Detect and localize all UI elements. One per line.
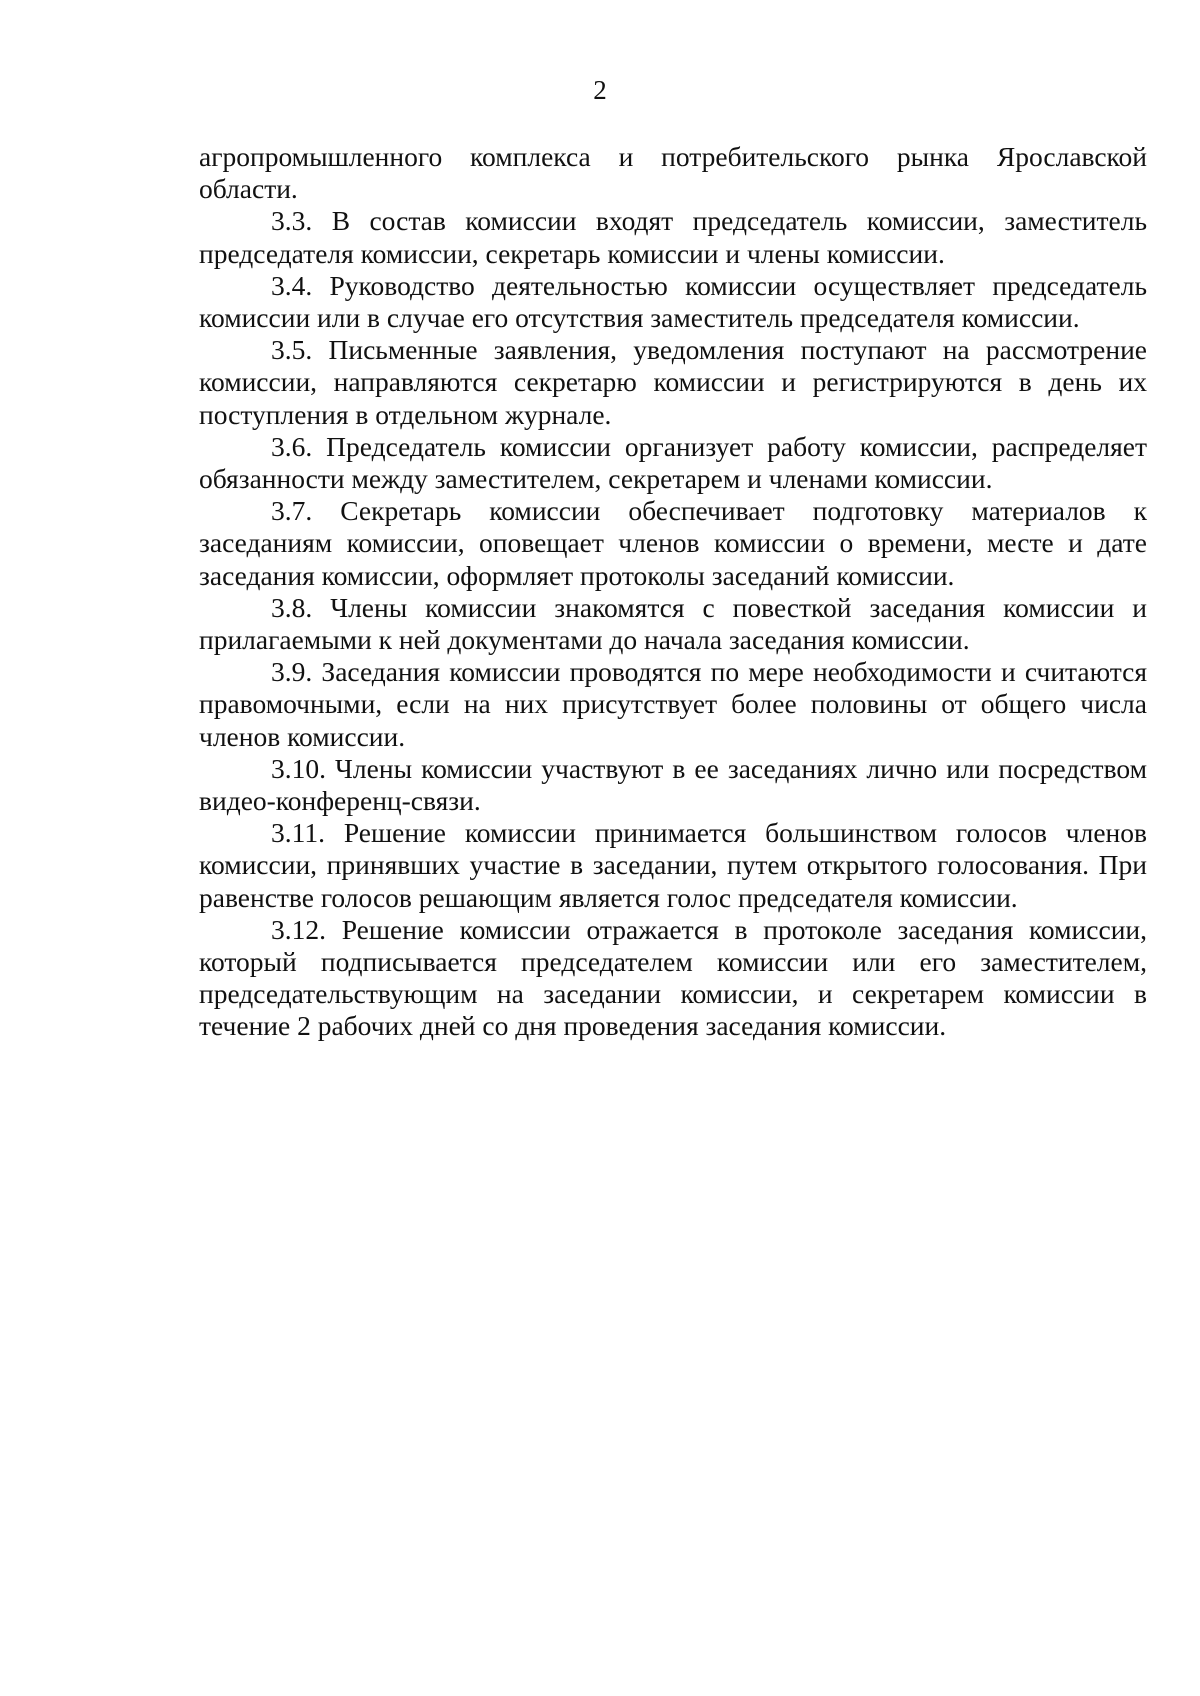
paragraph-3-4: 3.4. Руководство деятельностью комиссии осуществляет председатель комиссии или в случае его отсутствия заместитель председателя комиссии.	[199, 269, 1147, 334]
paragraph-3-9: 3.9. Заседания комиссии проводятся по мере необходимости и считаются правомочными, если на них присутствует более половины от общего числа членов комиссии.	[199, 656, 1147, 752]
paragraph-3-11: 3.11. Решение комиссии принимается большинством голосов членов комиссии, принявших участие в заседании, путем открытого голосования. При равенстве голосов решающим является голос председателя комиссии.	[199, 817, 1147, 913]
document-body	[199, 141, 1147, 1043]
paragraph-3-10: 3.10. Члены комиссии участвуют в ее заседаниях лично или посредством видео-конференц-связи.	[199, 752, 1147, 817]
paragraph-3-6: 3.6. Председатель комиссии организует работу комиссии, распределяет обязанности между заместителем, секретарем и членами комиссии.	[199, 430, 1147, 495]
paragraph-intro-continuation: агропромышленного комплекса и потребительского рынка Ярославской области.	[199, 141, 1147, 205]
paragraph-3-8: 3.8. Члены комиссии знакомятся с повесткой заседания комиссии и прилагаемыми к ней документами до начала заседания комиссии.	[199, 591, 1147, 656]
paragraph-3-7: 3.7. Секретарь комиссии обеспечивает подготовку материалов к заседаниям комиссии, оповещает членов комиссии о времени, месте и дате заседания комиссии, оформляет протоколы заседаний комиссии.	[199, 495, 1147, 591]
paragraph-3-5: 3.5. Письменные заявления, уведомления поступают на рассмотрение комиссии, направляются секретарю комиссии и регистрируются в день их поступления в отдельном журнале.	[199, 334, 1147, 430]
page-number: 2	[593, 75, 607, 105]
paragraph-3-12: 3.12. Решение комиссии отражается в протоколе заседания комиссии, который подписывается председателем комиссии или его заместителем, председательствующим на заседании комиссии, и секретарем комиссии в течение 2 рабочих дней со дня проведения заседания комиссии.	[199, 913, 1147, 1042]
paragraph-3-3: 3.3. В состав комиссии входят председатель комиссии, заместитель председателя комиссии, секретарь комиссии и члены комиссии.	[199, 205, 1147, 269]
